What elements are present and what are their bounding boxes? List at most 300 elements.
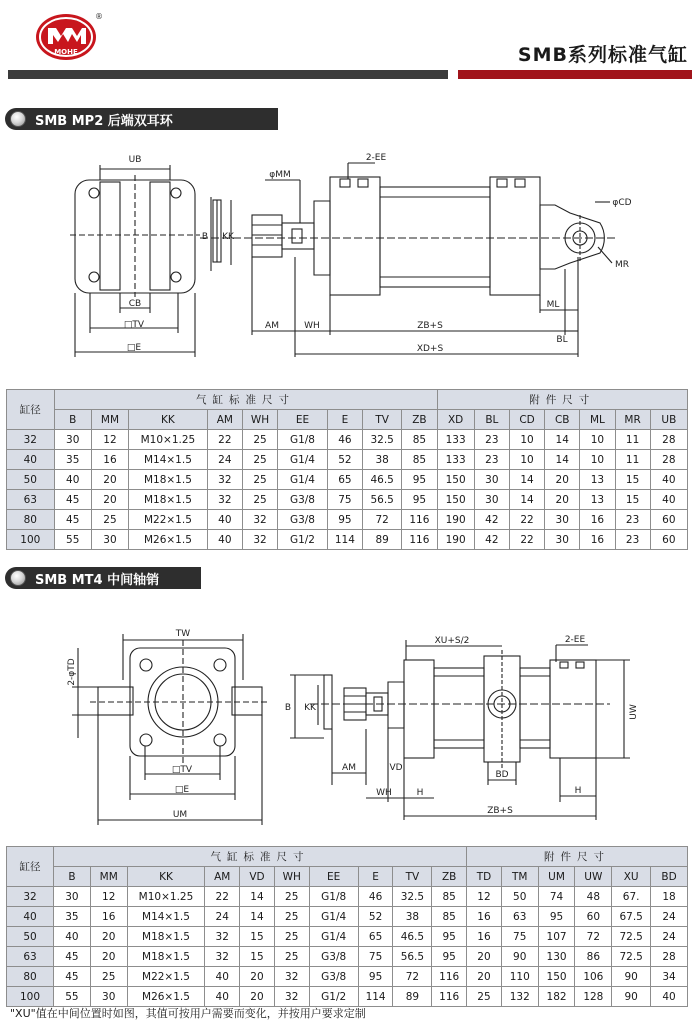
mt4-dim-um: UM [172, 810, 188, 820]
table-cell: 25 [274, 947, 309, 967]
table-cell: 30 [474, 490, 509, 510]
column-header: WH [274, 867, 309, 887]
table-cell: G3/8 [278, 510, 328, 530]
table-cell: 16 [467, 907, 502, 927]
table-cell: 56.5 [362, 490, 401, 510]
section-header-mp2 [5, 108, 278, 130]
table-cell: 28 [651, 947, 688, 967]
table-cell: 46.5 [362, 470, 401, 490]
table-cell: 45 [54, 510, 91, 530]
table-cell: 150 [437, 470, 474, 490]
front-cover [330, 177, 380, 295]
table-cell: 23 [615, 510, 650, 530]
column-header: BD [651, 867, 688, 887]
table-cell: 85 [432, 887, 467, 907]
column-header: XU [612, 867, 651, 887]
table-cell: 16 [467, 927, 502, 947]
mt4-dim-ee: 2-EE [564, 635, 586, 645]
table-cell: 20 [90, 947, 127, 967]
table-cell: 20 [545, 490, 580, 510]
mt4-rear-cover [550, 660, 596, 758]
logo-text: MOHE [54, 48, 78, 56]
table-cell: 14 [545, 450, 580, 470]
table-cell: 40 [650, 470, 687, 490]
table-cell: M18×1.5 [127, 927, 205, 947]
bore-cell: 32 [7, 430, 55, 450]
column-header: TV [393, 867, 432, 887]
column-header: ML [580, 410, 615, 430]
bore-cell: 63 [7, 490, 55, 510]
table-cell: 75 [327, 490, 362, 510]
table-cell: 12 [91, 430, 128, 450]
table-cell: 20 [467, 947, 502, 967]
table-cell: 90 [501, 947, 538, 967]
bore-header: 缸径 [7, 847, 54, 887]
table-cell: 110 [501, 967, 538, 987]
table-cell: 132 [501, 987, 538, 1007]
table-cell: 86 [575, 947, 612, 967]
table-cell: 32.5 [393, 887, 432, 907]
dim-tv: □TV [123, 320, 145, 330]
table-cell: 32 [207, 470, 242, 490]
table-cell: 10 [509, 430, 544, 450]
bore-cell: 63 [7, 947, 54, 967]
column-header: KK [129, 410, 208, 430]
table-row [7, 530, 688, 550]
brand-logo [34, 12, 103, 64]
table-cell: 48 [575, 887, 612, 907]
table-cell: 40 [54, 470, 91, 490]
dim-ub: UB [128, 155, 142, 165]
table-cell: 30 [54, 887, 91, 907]
column-header: CB [545, 410, 580, 430]
table-cell: 10 [509, 450, 544, 470]
column-header: E [327, 410, 362, 430]
logo-registered-mark: ® [95, 12, 103, 21]
column-header: TM [501, 867, 538, 887]
table-cell: 63 [501, 907, 538, 927]
table-cell: 18 [651, 887, 688, 907]
mt4-dim-h1: H [416, 788, 424, 798]
table-cell: 107 [538, 927, 575, 947]
table-cell: 22 [207, 430, 242, 450]
table-cell: 14 [509, 490, 544, 510]
mt4-dim-td: 2-φTD [67, 658, 77, 686]
mt4-dim-tw: TW [175, 629, 191, 639]
table-cell: 20 [240, 987, 275, 1007]
table-cell: 95 [402, 490, 437, 510]
table-cell: M18×1.5 [129, 490, 208, 510]
table-cell: 30 [90, 987, 127, 1007]
table-cell: 35 [54, 450, 91, 470]
table-cell: 24 [651, 927, 688, 947]
mt4-dim-wh: WH [376, 788, 392, 798]
bore-cell: 40 [7, 907, 54, 927]
table-cell: 67.5 [612, 907, 651, 927]
table-cell: 72 [575, 927, 612, 947]
table-cell: 42 [474, 530, 509, 550]
table-cell: 46 [327, 430, 362, 450]
table-cell: 114 [358, 987, 393, 1007]
column-header: UW [575, 867, 612, 887]
table-cell: 16 [580, 510, 615, 530]
table-cell: 38 [362, 450, 401, 470]
table-cell: 72 [393, 967, 432, 987]
column-header: UM [538, 867, 575, 887]
table-cell: 34 [651, 967, 688, 987]
table-cell: 12 [90, 887, 127, 907]
column-header: EE [309, 867, 358, 887]
table-cell: 32 [274, 987, 309, 1007]
table-cell: G1/4 [309, 927, 358, 947]
table-cell: 85 [402, 450, 437, 470]
table-cell: 32 [274, 967, 309, 987]
table-cell: 23 [615, 530, 650, 550]
table-cell: 40 [207, 510, 242, 530]
table-cell: 32 [242, 510, 277, 530]
group-header-accessory: 附件尺寸 [467, 847, 688, 867]
table-cell: 20 [240, 967, 275, 987]
mt4-dim-vd: VD [389, 763, 403, 773]
table-row [7, 887, 688, 907]
table-cell: 114 [327, 530, 362, 550]
bore-cell: 32 [7, 887, 54, 907]
bullet-icon [10, 111, 26, 127]
mt4-dim-h2: H [574, 786, 582, 796]
table-cell: 25 [274, 887, 309, 907]
bore-cell: 40 [7, 450, 55, 470]
table-cell: 74 [538, 887, 575, 907]
cylinder-tube [380, 187, 490, 287]
table-cell: G1/4 [278, 450, 328, 470]
table-cell: 46 [358, 887, 393, 907]
table-cell: 95 [432, 947, 467, 967]
table-cell: G1/4 [309, 907, 358, 927]
table-cell: 130 [538, 947, 575, 967]
table-cell: 60 [575, 907, 612, 927]
table-cell: 15 [615, 470, 650, 490]
mt4-dim-e: □E [174, 785, 190, 795]
table-cell: 116 [432, 987, 467, 1007]
table-cell: 24 [205, 907, 240, 927]
table-cell: 32 [205, 927, 240, 947]
piston-rod-nut [252, 215, 282, 257]
table-cell: 30 [91, 530, 128, 550]
table-cell: 182 [538, 987, 575, 1007]
drawing-mp2 [0, 135, 700, 373]
column-header: KK [127, 867, 205, 887]
table-cell: 116 [402, 510, 437, 530]
table-cell: 116 [432, 967, 467, 987]
table-cell: 14 [240, 887, 275, 907]
table-cell: 20 [91, 470, 128, 490]
table-cell: G3/8 [309, 947, 358, 967]
column-header: UB [650, 410, 687, 430]
section-header-mt4 [5, 567, 201, 589]
table-cell: 28 [650, 450, 687, 470]
table-cell: 190 [437, 530, 474, 550]
table-cell: 13 [580, 470, 615, 490]
table-cell: 28 [650, 430, 687, 450]
table-row [7, 987, 688, 1007]
table-cell: 45 [54, 967, 91, 987]
table-cell: 25 [91, 510, 128, 530]
table-cell: 14 [240, 907, 275, 927]
table-cell: 150 [437, 490, 474, 510]
group-header-standard: 气缸标准尺寸 [54, 847, 467, 867]
table-cell: 12 [467, 887, 502, 907]
dim-xds: XD+S [416, 344, 444, 354]
table-cell: 55 [54, 987, 91, 1007]
table-cell: M22×1.5 [127, 967, 205, 987]
table-cell: 25 [242, 490, 277, 510]
table-cell: 32 [205, 947, 240, 967]
dim-wh: WH [304, 321, 320, 331]
table-cell: 95 [432, 927, 467, 947]
table-cell: 30 [545, 530, 580, 550]
table-cell: M10×1.25 [129, 430, 208, 450]
table-cell: 90 [612, 967, 651, 987]
table-cell: 75 [358, 947, 393, 967]
table-cell: 15 [615, 490, 650, 510]
table-cell: 24 [651, 907, 688, 927]
table-cell: 14 [509, 470, 544, 490]
column-header: MM [91, 410, 128, 430]
table-row [7, 490, 688, 510]
table-cell: 40 [650, 490, 687, 510]
section-title-mp2: SMB MP2 后端双耳环 [35, 113, 173, 129]
table-cell: M22×1.5 [129, 510, 208, 530]
bore-cell: 100 [7, 987, 54, 1007]
column-header: B [54, 410, 91, 430]
table-row [7, 430, 688, 450]
table-cell: M14×1.5 [129, 450, 208, 470]
rear-cover [490, 177, 540, 295]
table-cell: 85 [402, 430, 437, 450]
column-header: AM [205, 867, 240, 887]
group-header-accessory: 附件尺寸 [437, 390, 688, 410]
column-header: ZB [432, 867, 467, 887]
table-cell: 23 [474, 430, 509, 450]
table-cell: 55 [54, 530, 91, 550]
bore-cell: 80 [7, 967, 54, 987]
table-cell: 22 [205, 887, 240, 907]
piston-rod [282, 223, 314, 249]
table-cell: 75 [501, 927, 538, 947]
table-cell: 22 [509, 510, 544, 530]
table-row [7, 907, 688, 927]
table-cell: 10 [580, 450, 615, 470]
dim-kk: KK [222, 232, 234, 242]
table-row [7, 967, 688, 987]
dim-bl: BL [556, 335, 568, 345]
table-cell: 40 [651, 987, 688, 1007]
table-cell: 16 [580, 530, 615, 550]
table-cell: G1/8 [278, 430, 328, 450]
table-row [7, 450, 688, 470]
bore-header: 缸径 [7, 390, 55, 430]
table-cell: 10 [580, 430, 615, 450]
mt4-dim-bd: BD [495, 770, 509, 780]
table-cell: 38 [393, 907, 432, 927]
table-row [7, 947, 688, 967]
bore-cell: 50 [7, 927, 54, 947]
table-cell: 133 [437, 430, 474, 450]
table-cell: 45 [54, 490, 91, 510]
table-cell: M26×1.5 [129, 530, 208, 550]
column-header: BL [474, 410, 509, 430]
table-row [7, 510, 688, 530]
dim-b: B [201, 232, 209, 242]
table-cell: G3/8 [278, 490, 328, 510]
table-cell: 52 [358, 907, 393, 927]
table-cell: G1/4 [278, 470, 328, 490]
dim-zbs: ZB+S [417, 321, 443, 331]
column-header: TV [362, 410, 401, 430]
mt4-dim-b: B [284, 703, 292, 713]
table-cell: 25 [242, 430, 277, 450]
column-header: EE [278, 410, 328, 430]
table-cell: 11 [615, 450, 650, 470]
table-cell: 20 [545, 470, 580, 490]
table-cell: 15 [240, 927, 275, 947]
table-cell: 30 [54, 430, 91, 450]
mt4-dim-xus: XU+S/2 [434, 636, 470, 646]
table-cell: 60 [650, 530, 687, 550]
table-cell: 95 [327, 510, 362, 530]
spec-table-mt4 [6, 846, 688, 1007]
table-cell: 22 [509, 530, 544, 550]
table-cell: 95 [538, 907, 575, 927]
section-title-mt4: SMB MT4 中间轴销 [35, 572, 160, 588]
column-header: ZB [402, 410, 437, 430]
table-cell: G1/8 [309, 887, 358, 907]
spec-table-mp2 [6, 389, 688, 550]
table-cell: 20 [91, 490, 128, 510]
dim-e: □E [126, 343, 142, 353]
table-cell: 72.5 [612, 947, 651, 967]
table-cell: G1/2 [309, 987, 358, 1007]
table-cell: 85 [432, 907, 467, 927]
table-cell: 11 [615, 430, 650, 450]
table-cell: 60 [650, 510, 687, 530]
table-cell: G1/2 [278, 530, 328, 550]
column-header: WH [242, 410, 277, 430]
page-title: SMB系列标准气缸 [517, 44, 688, 66]
table-cell: 50 [501, 887, 538, 907]
dim-cd: φCD [612, 198, 632, 208]
table-cell: 46.5 [393, 927, 432, 947]
table-cell: 40 [54, 927, 91, 947]
table-cell: M18×1.5 [129, 470, 208, 490]
column-header: CD [509, 410, 544, 430]
table-cell: 52 [327, 450, 362, 470]
table-cell: 128 [575, 987, 612, 1007]
table-cell: 16 [90, 907, 127, 927]
bore-cell: 100 [7, 530, 55, 550]
table-cell: M10×1.25 [127, 887, 205, 907]
column-header: VD [240, 867, 275, 887]
table-cell: 35 [54, 907, 91, 927]
table-cell: 95 [358, 967, 393, 987]
table-cell: 56.5 [393, 947, 432, 967]
table-cell: 40 [205, 967, 240, 987]
table-cell: M26×1.5 [127, 987, 205, 1007]
table-cell: 90 [612, 987, 651, 1007]
table-cell: 45 [54, 947, 91, 967]
dim-mr: MR [614, 260, 630, 270]
table-cell: 24 [207, 450, 242, 470]
table-cell: 32 [207, 490, 242, 510]
table-cell: M18×1.5 [127, 947, 205, 967]
table-cell: 23 [474, 450, 509, 470]
column-header: B [54, 867, 91, 887]
mt4-dim-am: AM [342, 763, 356, 773]
table-cell: M14×1.5 [127, 907, 205, 927]
mt4-dim-kk: KK [304, 703, 316, 713]
column-header: MM [90, 867, 127, 887]
table-cell: 15 [240, 947, 275, 967]
table-cell: 32.5 [362, 430, 401, 450]
dim-ee: 2-EE [365, 153, 387, 163]
table-cell: 25 [274, 927, 309, 947]
table-cell: 25 [274, 907, 309, 927]
mt4-front-cover [404, 660, 434, 758]
table-cell: 13 [580, 490, 615, 510]
dim-am: AM [265, 321, 279, 331]
footnote: "XU"值在中间位置时如图，其值可按用户需要而变化，并按用户要求定制 [10, 1007, 366, 1020]
table-cell: 65 [327, 470, 362, 490]
table-cell: 40 [207, 530, 242, 550]
table-cell: 25 [242, 450, 277, 470]
group-header-standard: 气缸标准尺寸 [54, 390, 437, 410]
table-cell: 14 [545, 430, 580, 450]
table-cell: 116 [402, 530, 437, 550]
table-cell: 25 [467, 987, 502, 1007]
column-header: XD [437, 410, 474, 430]
dim-mm: φMM [269, 170, 291, 180]
mt4-dim-tv: □TV [171, 765, 193, 775]
table-row [7, 470, 688, 490]
header-dark-bar [8, 70, 448, 79]
table-cell: 25 [242, 470, 277, 490]
bullet-icon [10, 570, 26, 586]
table-cell: 190 [437, 510, 474, 530]
table-cell: 65 [358, 927, 393, 947]
bore-cell: 80 [7, 510, 55, 530]
bore-cell: 50 [7, 470, 55, 490]
mt4-dim-zbs: ZB+S [487, 806, 513, 816]
column-header: AM [207, 410, 242, 430]
table-cell: 150 [538, 967, 575, 987]
header-red-bar [458, 70, 692, 79]
table-cell: 40 [205, 987, 240, 1007]
dim-ml: ML [546, 300, 560, 310]
table-cell: 20 [467, 967, 502, 987]
table-cell: 106 [575, 967, 612, 987]
table-row [7, 927, 688, 947]
mt4-dim-uw: UW [629, 704, 639, 720]
table-cell: 25 [90, 967, 127, 987]
table-cell: 20 [90, 927, 127, 947]
table-cell: 133 [437, 450, 474, 470]
dim-cb: CB [128, 299, 142, 309]
table-cell: 89 [362, 530, 401, 550]
table-cell: 67. [612, 887, 651, 907]
table-cell: 42 [474, 510, 509, 530]
table-cell: G3/8 [309, 967, 358, 987]
table-cell: 95 [402, 470, 437, 490]
